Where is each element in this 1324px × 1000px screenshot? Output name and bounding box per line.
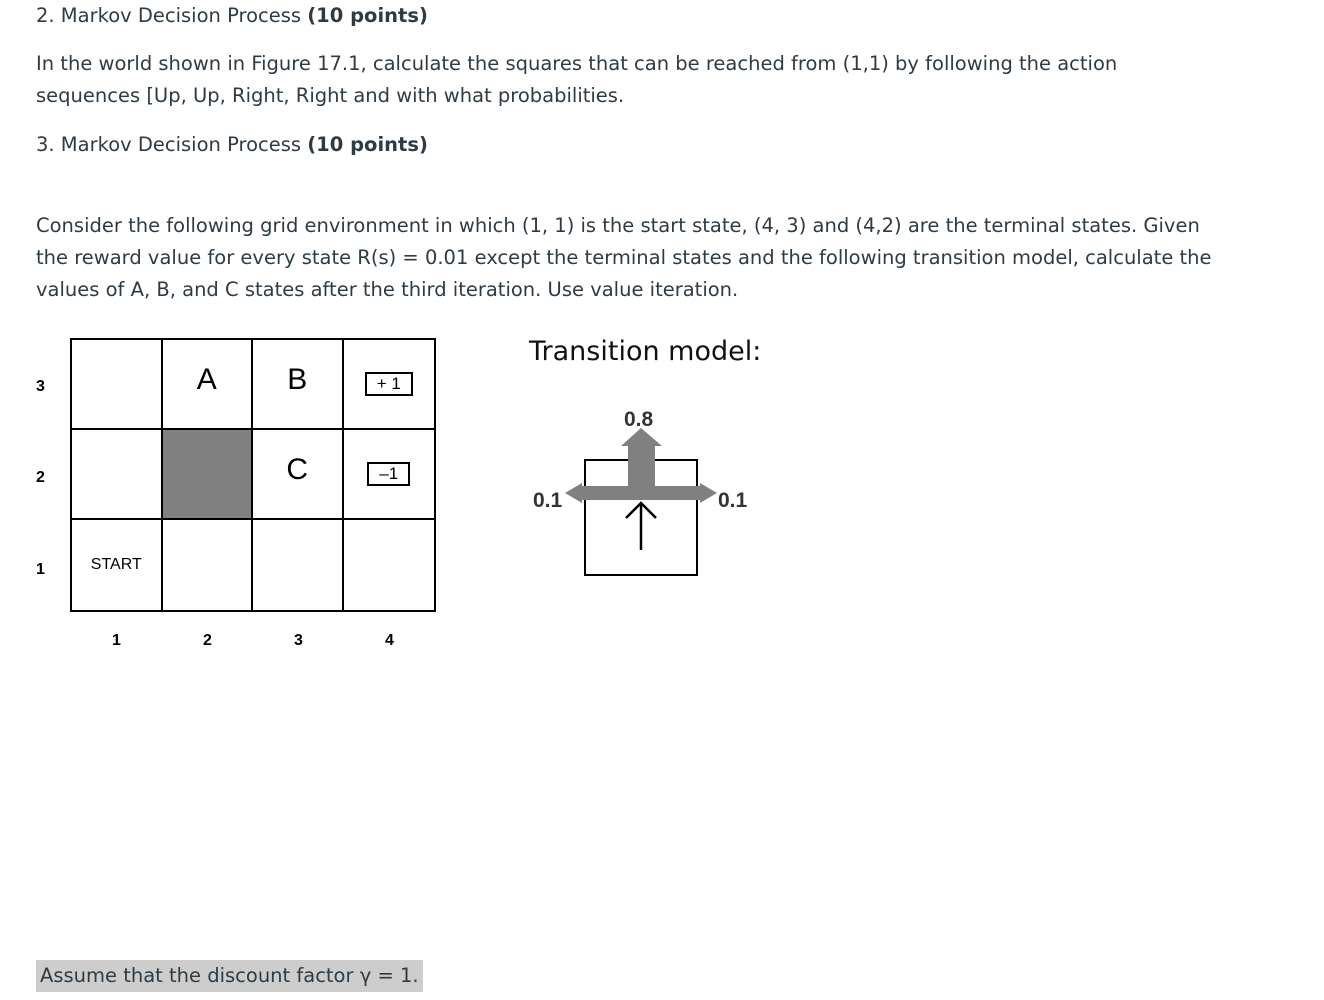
row-label-1: 1 [36, 561, 45, 578]
col-label-2: 2 [203, 632, 212, 649]
state-c-label: C [286, 453, 309, 486]
q3-heading-title: 3. Markov Decision Process [36, 133, 302, 156]
cell-4-1 [344, 520, 435, 610]
terminal-plus-one: + 1 [365, 372, 413, 396]
prob-left-label: 0.1 [533, 489, 563, 512]
q2-heading [36, 0, 428, 32]
state-b-label: B [287, 363, 308, 396]
forward-arrow-shaft [628, 444, 655, 500]
wall-cell [163, 430, 254, 520]
q3-body: Consider the following grid environment in which (1, 1) is the start state, (4, 3) and (4,2) are the terminal states. Given the reward value for every state R(s) = 0.01 except the terminal states and the following transition model, calculate the values of A, B, and C states after the third iteration. Use value iteration. [36, 214, 1212, 301]
q2-body: In the world shown in Figure 17.1, calculate the squares that can be reached from (1,1) by following the action sequences [Up, Up, Right, Right and with what probabilities. [36, 52, 1118, 107]
col-label-4: 4 [385, 632, 394, 649]
cell-2-3 [163, 340, 254, 430]
q2-heading-title: 2. Markov Decision Process [36, 4, 302, 27]
q2-heading-points: (10 points) [307, 4, 428, 27]
row-label-3: 3 [36, 378, 45, 395]
right-arrow-icon [700, 483, 717, 503]
start-label: START [90, 556, 142, 573]
cell-1-2 [72, 430, 163, 520]
prob-right-label: 0.1 [718, 489, 748, 512]
cell-4-2 [344, 430, 435, 520]
cell-3-1 [253, 520, 344, 610]
cell-1-3 [72, 340, 163, 430]
q3-heading [36, 129, 428, 161]
state-a-label: A [196, 363, 217, 396]
cell-4-3 [344, 340, 435, 430]
transition-model-title: Transition model: [529, 336, 762, 367]
cell-3-2 [253, 430, 344, 520]
cell-2-1 [163, 520, 254, 610]
terminal-minus-one: –1 [367, 462, 410, 486]
cell-3-3 [253, 340, 344, 430]
row-label-2: 2 [36, 469, 45, 486]
col-label-3: 3 [294, 632, 303, 649]
cell-1-1 [72, 520, 163, 610]
grid-world [70, 338, 436, 612]
prob-forward-label: 0.8 [624, 408, 654, 431]
col-label-1: 1 [112, 632, 121, 649]
left-arrow-icon [565, 483, 582, 503]
q3-heading-points: (10 points) [307, 133, 428, 156]
transition-model-diagram [520, 390, 770, 590]
discount-factor-note: Assume that the discount factor γ = 1. [36, 960, 423, 992]
